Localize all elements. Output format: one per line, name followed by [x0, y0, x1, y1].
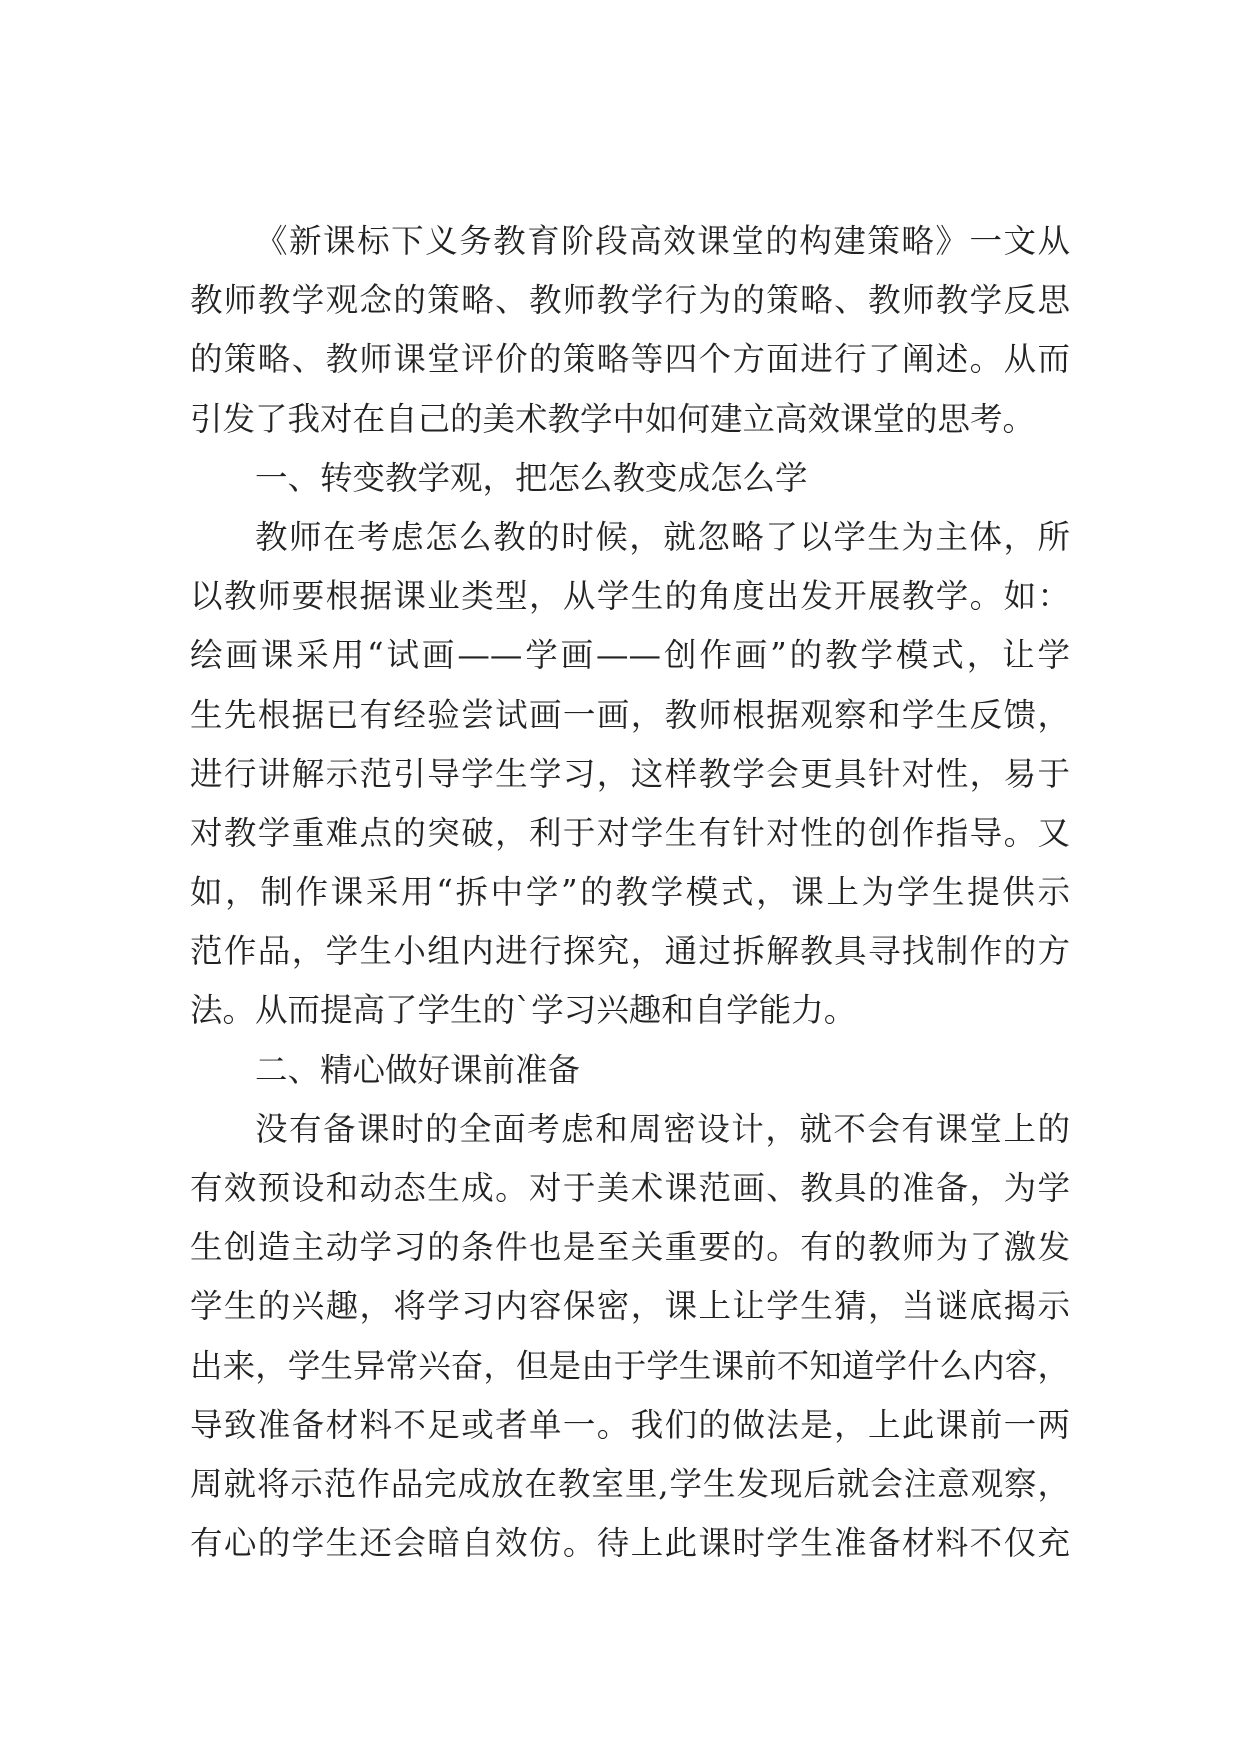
paragraph-2-line-4: 生先根据已有经验尝试画一画，教师根据观察和学生反馈，	[190, 695, 1070, 734]
paragraph-1-line-4: 引发了我对在自己的美术教学中如何建立高效课堂的思考。	[190, 399, 1036, 438]
paragraph-3-line-7: 周就将示范作品完成放在教室里,学生发现后就会注意观察，	[190, 1464, 1070, 1503]
paragraph-2-line-2: 以教师要根据课业类型，从学生的角度出发开展教学。如：	[190, 577, 1070, 616]
paragraph-2-line-5: 进行讲解示范引导学生学习，这样教学会更具针对性，易于	[190, 754, 1070, 793]
paragraph-3-line-3: 生创造主动学习的条件也是至关重要的。有的教师为了激发	[190, 1228, 1070, 1267]
paragraph-2-line-1: 教师在考虑怎么教的时候，就忽略了以学生为主体，所	[255, 517, 1070, 556]
paragraph-1-line-1: 《新课标下义务教育阶段高效课堂的构建策略》一文从	[255, 222, 1070, 260]
paragraph-2-line-8: 范作品，学生小组内进行探究，通过拆解教具寻找制作的方	[190, 932, 1070, 971]
section-heading-1: 一、转变教学观，把怎么教变成怎么学	[255, 458, 808, 497]
paragraph-3-line-6: 导致准备材料不足或者单一。我们的做法是，上此课前一两	[190, 1405, 1070, 1444]
paragraph-1-line-3: 的策略、教师课堂评价的策略等四个方面进行了阐述。从而	[190, 340, 1070, 379]
paragraph-3-line-2: 有效预设和动态生成。对于美术课范画、教具的准备，为学	[190, 1169, 1070, 1207]
paragraph-3-line-4: 学生的兴趣，将学习内容保密，课上让学生猜，当谜底揭示	[190, 1287, 1070, 1326]
paragraph-2-line-3: 绘画课采用“试画——学画——创作画”的教学模式，让学	[190, 636, 1070, 675]
paragraph-3-line-8: 有心的学生还会暗自效仿。待上此课时学生准备材料不仅充	[190, 1524, 1070, 1563]
section-heading-2: 二、精心做好课前准备	[255, 1050, 581, 1089]
paragraph-1-line-2: 教师教学观念的策略、教师教学行为的策略、教师教学反思	[190, 281, 1070, 320]
paragraph-3-line-1: 没有备课时的全面考虑和周密设计，就不会有课堂上的	[255, 1109, 1070, 1148]
paragraph-2-line-6: 对教学重难点的突破，利于对学生有针对性的创作指导。又	[190, 813, 1070, 852]
paragraph-2-line-7: 如，制作课采用“拆中学”的教学模式，课上为学生提供示	[190, 873, 1070, 912]
document-body	[190, 212, 1070, 1573]
paragraph-3-line-5: 出来，学生异常兴奋，但是由于学生课前不知道学什么内容，	[190, 1346, 1070, 1385]
paragraph-2-line-9: 法。从而提高了学生的`学习兴趣和自学能力。	[190, 991, 857, 1030]
